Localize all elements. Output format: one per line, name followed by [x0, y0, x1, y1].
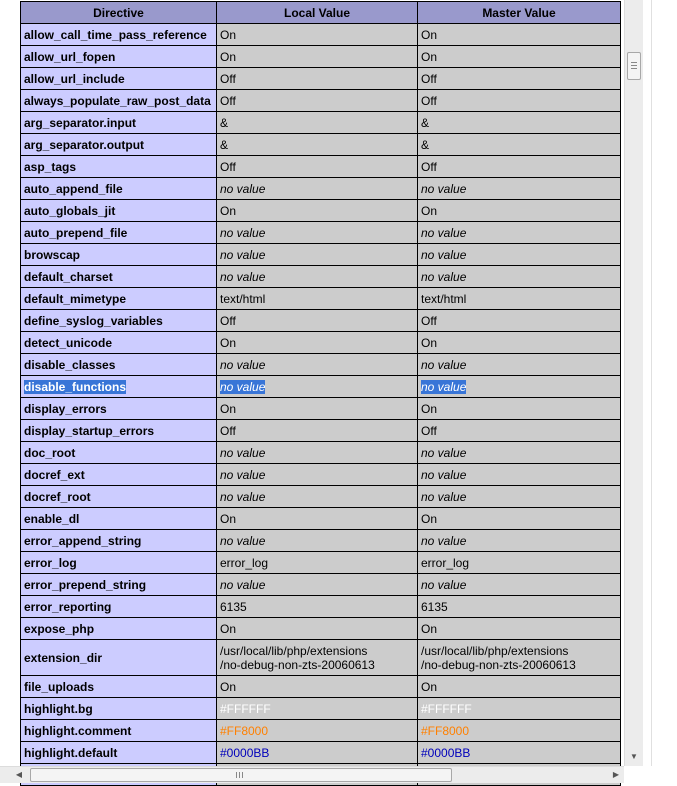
- directive-name: [21, 742, 217, 764]
- master-value-text: no value: [421, 269, 467, 284]
- master-value: [418, 618, 621, 640]
- local-value-text: Off: [220, 93, 236, 108]
- directive-label: display_startup_errors: [24, 423, 155, 438]
- directive-name: [21, 332, 217, 354]
- local-value-text: /usr/local/lib/php/extensions /no-debug-non-zts-20060613: [220, 643, 375, 672]
- local-value-text: no value: [220, 225, 266, 240]
- local-value: [217, 134, 418, 156]
- directive-name: [21, 530, 217, 552]
- local-value: [217, 640, 418, 676]
- header-master-value: Master Value: [418, 2, 621, 24]
- directive-name: [21, 618, 217, 640]
- directive-name: [21, 134, 217, 156]
- directive-name: [21, 266, 217, 288]
- directive-name: [21, 310, 217, 332]
- header-directive: Directive: [21, 2, 217, 24]
- master-value-text: On: [421, 511, 438, 526]
- local-value-text: On: [220, 49, 237, 64]
- local-value-text: Off: [220, 159, 236, 174]
- local-value-text: error_log: [220, 555, 269, 570]
- table-row: [21, 178, 621, 200]
- directive-label: display_errors: [24, 401, 107, 416]
- directive-name: [21, 698, 217, 720]
- directive-name: [21, 464, 217, 486]
- table-row: [21, 398, 621, 420]
- local-value: [217, 698, 418, 720]
- local-value: [217, 244, 418, 266]
- local-value-text: no value: [220, 247, 266, 262]
- table-row: [21, 156, 621, 178]
- master-value-text: #FFFFFF: [421, 701, 472, 716]
- master-value: [418, 288, 621, 310]
- master-value-text: Off: [421, 159, 437, 174]
- master-value: [418, 354, 621, 376]
- directive-name: [21, 596, 217, 618]
- master-value: [418, 244, 621, 266]
- master-value-text: no value: [421, 247, 467, 262]
- local-value-text: no value: [220, 379, 266, 394]
- master-value: [418, 420, 621, 442]
- local-value: [217, 200, 418, 222]
- directive-label: detect_unicode: [24, 335, 113, 350]
- local-value: [217, 68, 418, 90]
- table-row: [21, 288, 621, 310]
- directive-label: error_reporting: [24, 599, 112, 614]
- master-value-text: On: [421, 27, 438, 42]
- master-value-text: no value: [421, 357, 467, 372]
- directive-label: arg_separator.input: [24, 115, 137, 130]
- local-value: [217, 618, 418, 640]
- master-value-text: &: [421, 137, 430, 152]
- local-value-text: no value: [220, 181, 266, 196]
- master-value: [418, 640, 621, 676]
- horizontal-scroll-thumb[interactable]: [30, 768, 452, 782]
- directive-name: [21, 68, 217, 90]
- local-value: [217, 156, 418, 178]
- master-value-text: no value: [421, 467, 467, 482]
- directive-name: [21, 574, 217, 596]
- local-value: [217, 46, 418, 68]
- local-value-text: text/html: [220, 291, 266, 306]
- directive-name: [21, 200, 217, 222]
- directive-label: file_uploads: [24, 679, 95, 694]
- master-value: [418, 68, 621, 90]
- local-value: [217, 508, 418, 530]
- master-value-text: On: [421, 679, 438, 694]
- master-value-text: #0000BB: [421, 745, 471, 760]
- directive-label: allow_url_fopen: [24, 49, 116, 64]
- local-value-text: no value: [220, 445, 266, 460]
- local-value-text: Off: [220, 71, 236, 86]
- directive-label: docref_root: [24, 489, 91, 504]
- master-value: [418, 552, 621, 574]
- master-value: [418, 310, 621, 332]
- directive-name: [21, 442, 217, 464]
- directive-label: arg_separator.output: [24, 137, 145, 152]
- master-value-text: Off: [421, 423, 437, 438]
- master-value: [418, 46, 621, 68]
- directive-label: expose_php: [24, 621, 95, 636]
- table-row: [21, 244, 621, 266]
- table-row: [21, 68, 621, 90]
- horizontal-scrollbar[interactable]: [0, 766, 624, 783]
- master-value-text: no value: [421, 445, 467, 460]
- master-value: [418, 222, 621, 244]
- directive-label: browscap: [24, 247, 81, 262]
- table-row: [21, 222, 621, 244]
- master-value: [418, 698, 621, 720]
- master-value-text: error_log: [421, 555, 470, 570]
- table-row: [21, 552, 621, 574]
- master-value-text: &: [421, 115, 430, 130]
- directive-label: doc_root: [24, 445, 76, 460]
- master-value: [418, 134, 621, 156]
- directive-name: [21, 552, 217, 574]
- master-value: [418, 90, 621, 112]
- table-row: [21, 420, 621, 442]
- master-value-text: On: [421, 621, 438, 636]
- directive-label: disable_functions: [24, 379, 127, 394]
- scrollbar-corner: [624, 766, 677, 782]
- table-row: [21, 112, 621, 134]
- local-value-text: On: [220, 679, 237, 694]
- local-value-text: &: [220, 137, 229, 152]
- table-row: [21, 618, 621, 640]
- master-value-text: no value: [421, 533, 467, 548]
- local-value: [217, 178, 418, 200]
- table-row: [21, 508, 621, 530]
- directive-label: define_syslog_variables: [24, 313, 163, 328]
- directive-label: error_append_string: [24, 533, 142, 548]
- directive-label: default_mimetype: [24, 291, 127, 306]
- master-value: [418, 442, 621, 464]
- local-value-text: no value: [220, 357, 266, 372]
- master-value-text: On: [421, 401, 438, 416]
- master-value: [418, 676, 621, 698]
- table-row: [21, 46, 621, 68]
- directive-label: asp_tags: [24, 159, 77, 174]
- directive-label: docref_ext: [24, 467, 85, 482]
- master-value: [418, 486, 621, 508]
- local-value: [217, 742, 418, 764]
- master-value-text: 6135: [421, 599, 448, 614]
- master-value: [418, 508, 621, 530]
- directive-label: default_charset: [24, 269, 113, 284]
- master-value-text: On: [421, 203, 438, 218]
- local-value: [217, 222, 418, 244]
- master-value-text: /usr/local/lib/php/extensions /no-debug-non-zts-20060613: [421, 643, 576, 672]
- php-configuration-table: [20, 1, 621, 786]
- local-value-text: &: [220, 115, 229, 130]
- scroll-down-arrow-icon[interactable]: ▼: [630, 752, 638, 761]
- table-row: [21, 266, 621, 288]
- local-value: [217, 288, 418, 310]
- table-row: [21, 720, 621, 742]
- directive-name: [21, 24, 217, 46]
- directive-name: [21, 676, 217, 698]
- local-value: [217, 596, 418, 618]
- master-value-text: text/html: [421, 291, 467, 306]
- local-value-text: On: [220, 335, 237, 350]
- table-row: [21, 376, 621, 398]
- local-value: [217, 266, 418, 288]
- local-value-text: On: [220, 511, 237, 526]
- directive-name: [21, 112, 217, 134]
- window-edge: [651, 0, 652, 766]
- table-row: [21, 464, 621, 486]
- master-value-text: Off: [421, 93, 437, 108]
- master-value-text: no value: [421, 489, 467, 504]
- vertical-scrollbar[interactable]: [624, 0, 643, 766]
- master-value: [418, 720, 621, 742]
- table-row: [21, 134, 621, 156]
- local-value: [217, 332, 418, 354]
- local-value: [217, 574, 418, 596]
- master-value: [418, 574, 621, 596]
- directive-label: allow_call_time_pass_reference: [24, 27, 207, 42]
- local-value: [217, 112, 418, 134]
- vertical-scroll-thumb[interactable]: [627, 52, 641, 80]
- local-value-text: #0000BB: [220, 745, 270, 760]
- local-value-text: Off: [220, 423, 236, 438]
- local-value: [217, 376, 418, 398]
- table-row: [21, 574, 621, 596]
- scroll-right-arrow-icon[interactable]: ▶: [612, 770, 620, 779]
- table-row: [21, 354, 621, 376]
- directive-label: error_prepend_string: [24, 577, 147, 592]
- directive-name: [21, 398, 217, 420]
- directive-name: [21, 486, 217, 508]
- master-value: [418, 398, 621, 420]
- local-value-text: Off: [220, 313, 236, 328]
- master-value: [418, 376, 621, 398]
- master-value: [418, 596, 621, 618]
- directive-name: [21, 244, 217, 266]
- table-row: [21, 24, 621, 46]
- directive-name: [21, 720, 217, 742]
- master-value: [418, 112, 621, 134]
- directive-label: auto_globals_jit: [24, 203, 116, 218]
- master-value-text: #FF8000: [421, 723, 470, 738]
- local-value: [217, 720, 418, 742]
- directive-label: highlight.bg: [24, 701, 93, 716]
- directive-label: error_log: [24, 555, 77, 570]
- directive-label: disable_classes: [24, 357, 116, 372]
- master-value-text: Off: [421, 313, 437, 328]
- local-value-text: On: [220, 401, 237, 416]
- directive-label: auto_append_file: [24, 181, 123, 196]
- master-value: [418, 24, 621, 46]
- directive-name: [21, 46, 217, 68]
- local-value-text: no value: [220, 533, 266, 548]
- master-value: [418, 178, 621, 200]
- local-value: [217, 420, 418, 442]
- directive-label: extension_dir: [24, 650, 103, 665]
- local-value: [217, 464, 418, 486]
- directive-name: [21, 640, 217, 676]
- local-value: [217, 24, 418, 46]
- local-value-text: no value: [220, 269, 266, 284]
- table-row: [21, 310, 621, 332]
- directive-label: enable_dl: [24, 511, 80, 526]
- table-row: [21, 640, 621, 676]
- master-value: [418, 200, 621, 222]
- directive-name: [21, 288, 217, 310]
- master-value: [418, 464, 621, 486]
- master-value: [418, 266, 621, 288]
- local-value: [217, 90, 418, 112]
- local-value-text: On: [220, 621, 237, 636]
- directive-name: [21, 354, 217, 376]
- table-row: [21, 200, 621, 222]
- master-value: [418, 156, 621, 178]
- directive-name: [21, 508, 217, 530]
- scroll-left-arrow-icon[interactable]: ◀: [15, 770, 23, 779]
- directive-name: [21, 376, 217, 398]
- local-value: [217, 530, 418, 552]
- table-row: [21, 486, 621, 508]
- master-value-text: no value: [421, 225, 467, 240]
- local-value-text: On: [220, 203, 237, 218]
- directive-label: highlight.comment: [24, 723, 132, 738]
- local-value: [217, 354, 418, 376]
- directive-label: highlight.default: [24, 745, 118, 760]
- table-row: [21, 596, 621, 618]
- master-value-text: no value: [421, 379, 467, 394]
- header-local-value: Local Value: [217, 2, 418, 24]
- master-value-text: On: [421, 335, 438, 350]
- table-row: [21, 332, 621, 354]
- local-value-text: #FFFFFF: [220, 701, 271, 716]
- table-row: [21, 698, 621, 720]
- master-value: [418, 332, 621, 354]
- table-row: [21, 742, 621, 764]
- master-value-text: Off: [421, 71, 437, 86]
- directive-name: [21, 222, 217, 244]
- local-value-text: no value: [220, 467, 266, 482]
- local-value-text: #FF8000: [220, 723, 269, 738]
- directive-name: [21, 178, 217, 200]
- local-value: [217, 398, 418, 420]
- directive-label: always_populate_raw_post_data: [24, 93, 211, 108]
- local-value: [217, 676, 418, 698]
- master-value-text: no value: [421, 577, 467, 592]
- table-row: [21, 676, 621, 698]
- table-row: [21, 530, 621, 552]
- directive-name: [21, 420, 217, 442]
- local-value: [217, 310, 418, 332]
- local-value: [217, 552, 418, 574]
- directive-name: [21, 90, 217, 112]
- directive-label: auto_prepend_file: [24, 225, 128, 240]
- local-value: [217, 486, 418, 508]
- local-value-text: no value: [220, 577, 266, 592]
- directive-name: [21, 156, 217, 178]
- local-value-text: 6135: [220, 599, 247, 614]
- local-value-text: On: [220, 27, 237, 42]
- local-value: [217, 442, 418, 464]
- table-row: [21, 90, 621, 112]
- master-value-text: no value: [421, 181, 467, 196]
- master-value: [418, 742, 621, 764]
- directive-label: allow_url_include: [24, 71, 125, 86]
- local-value-text: no value: [220, 489, 266, 504]
- master-value: [418, 530, 621, 552]
- master-value-text: On: [421, 49, 438, 64]
- table-row: [21, 442, 621, 464]
